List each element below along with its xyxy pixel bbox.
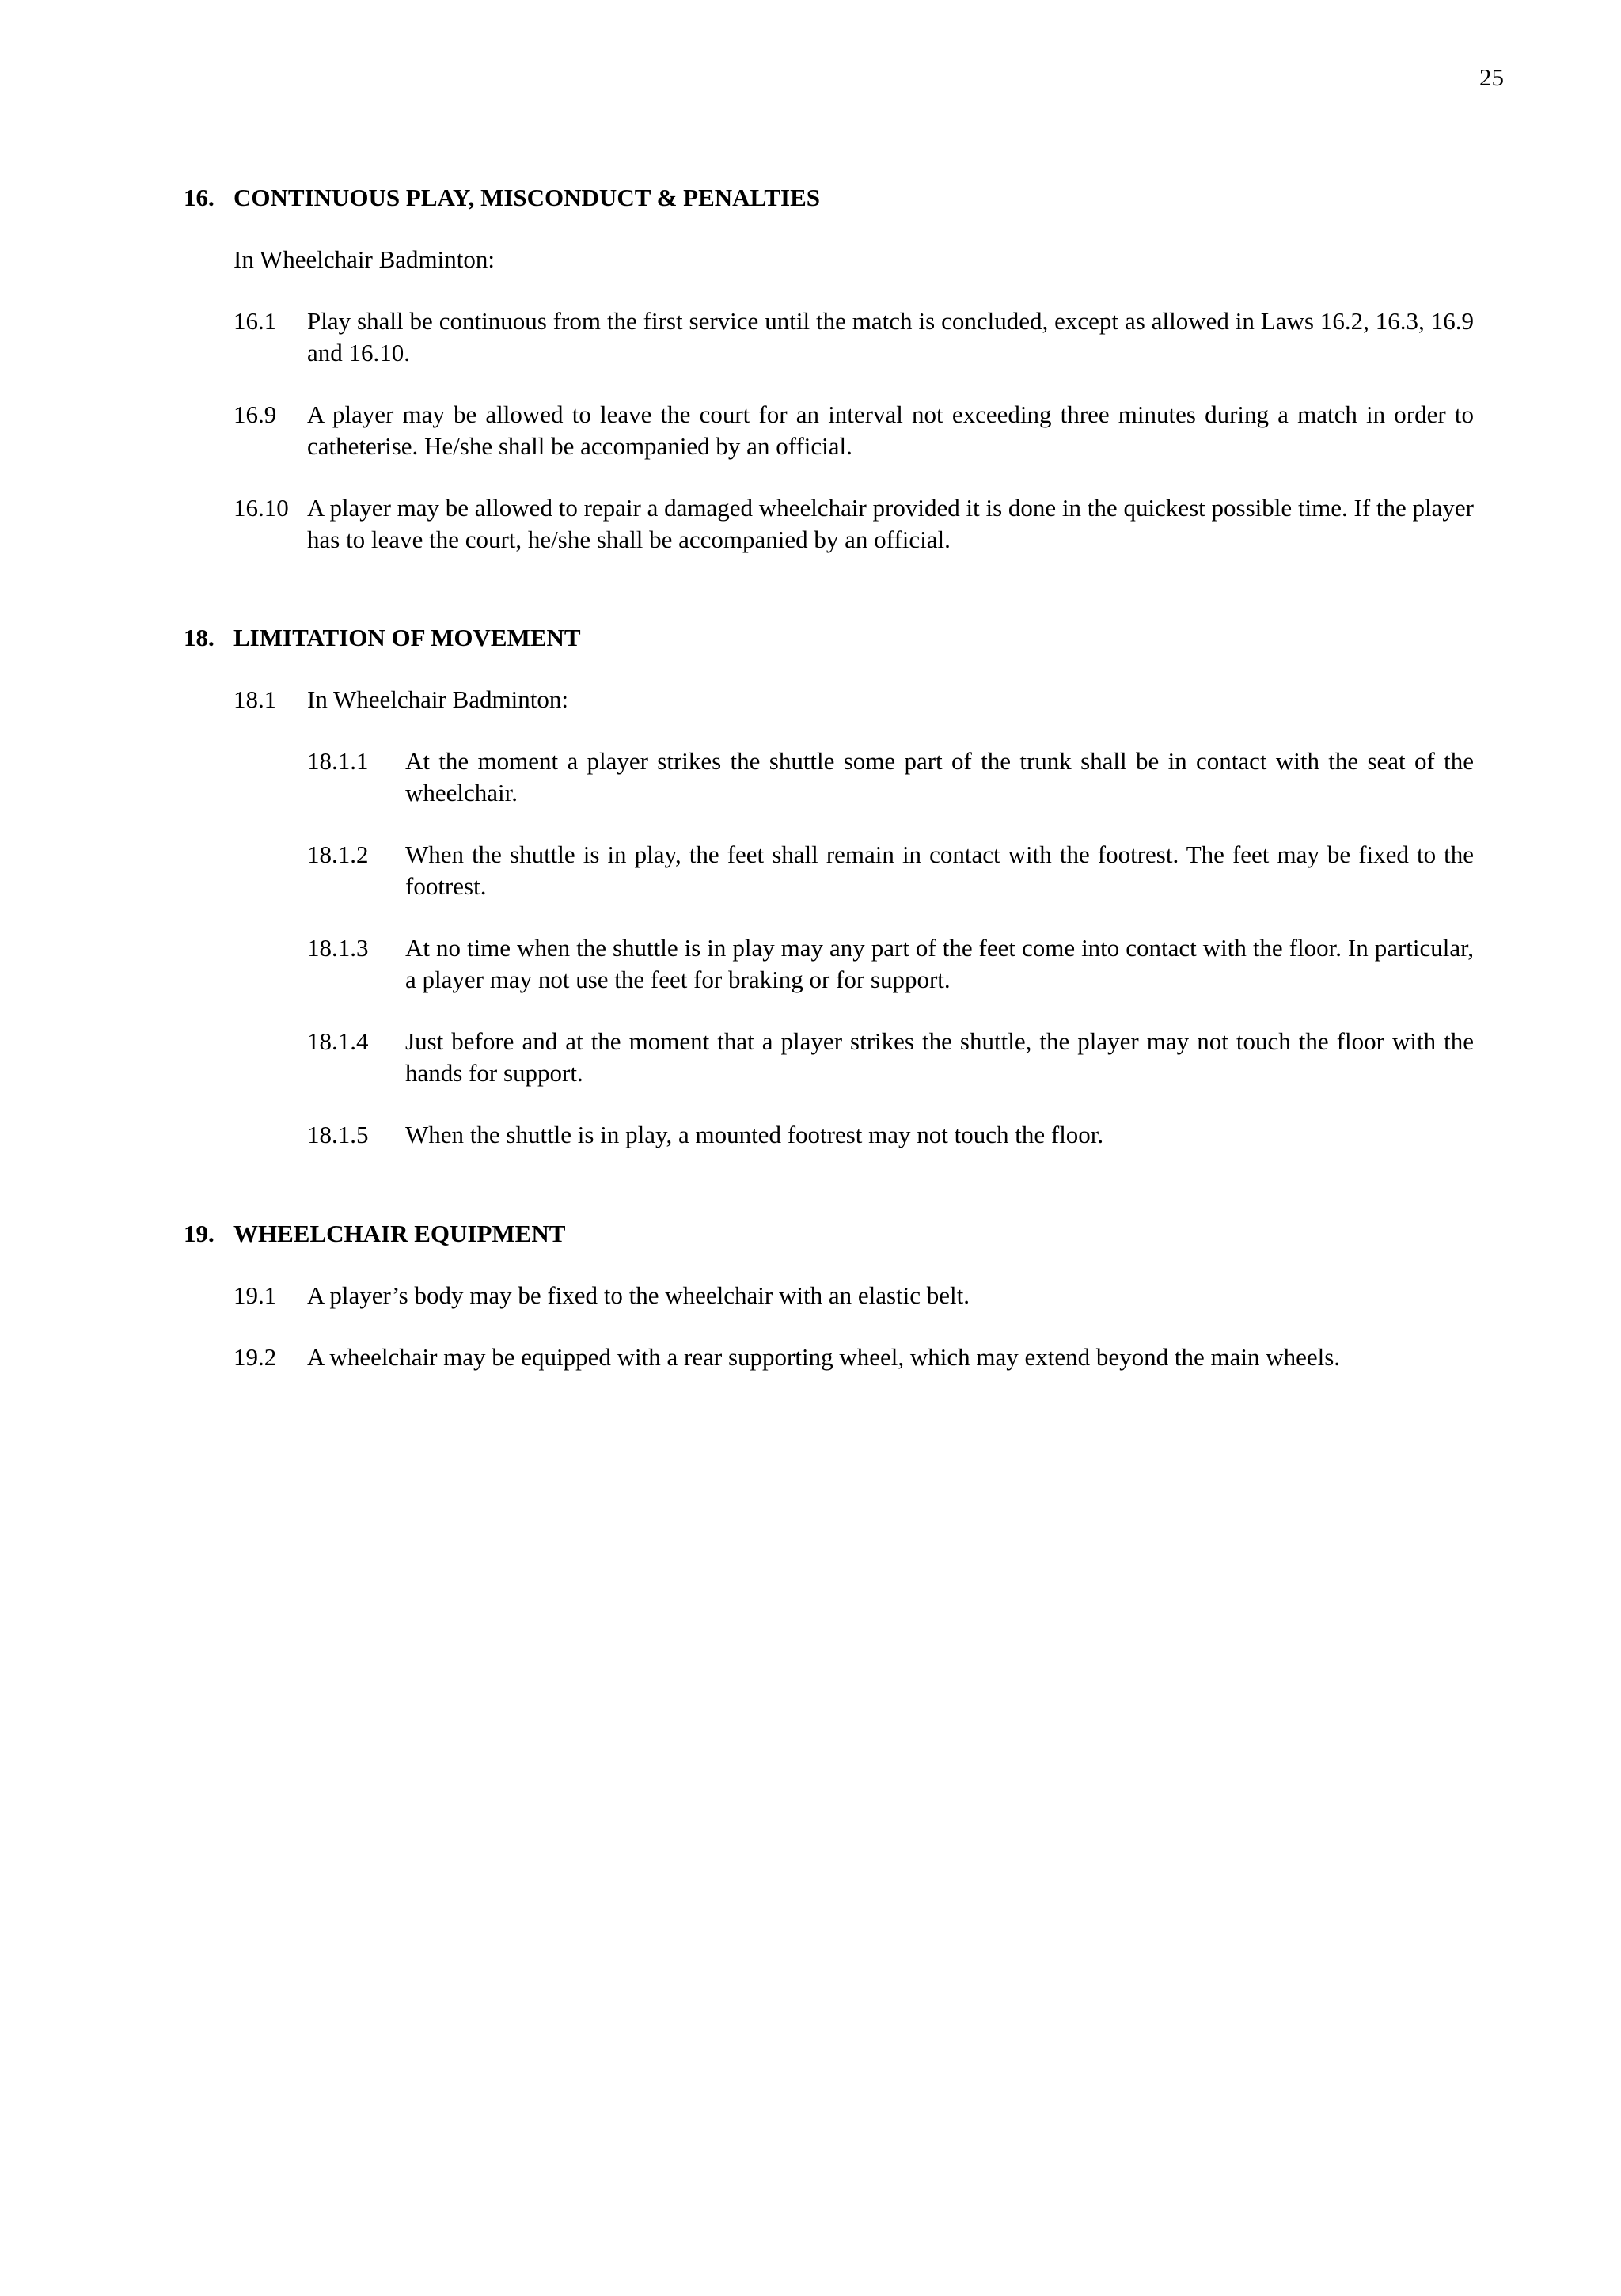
page-number: 25 [1479,63,1504,91]
section-intro: In Wheelchair Badminton: [233,245,495,273]
subclause-number: 18.1.5 [307,1121,369,1148]
clause-text: Play shall be continuous from the first service until the match is concluded, except as allowed in Laws 16.2, 16.3, 16.9 and 16.10. [307,307,1474,366]
section-18 [184,622,1474,1151]
subclause-text: At no time when the shuttle is in play may any part of the feet come into contact with the floor. In particular, a player may not use the feet for braking or for support. [405,934,1474,993]
clause-19-1 [233,1280,1474,1311]
clause-number: 18.1 [233,685,277,713]
section-19 [184,1218,1474,1373]
section-heading [184,1218,1474,1250]
section-number: 19. [184,1220,214,1247]
subclause-text: When the shuttle is in play, the feet shall remain in contact with the footrest. The feet may be fixed to the footrest. [405,841,1474,900]
clause-16-10 [233,492,1474,556]
section-heading [184,182,1474,214]
clause-16-1 [233,306,1474,369]
clause-number: 19.2 [233,1343,277,1371]
clause-text: A player’s body may be fixed to the wheelchair with an elastic belt. [307,1281,970,1309]
clause-18-1 [233,684,1474,715]
subclause-number: 18.1.1 [307,747,369,775]
section-heading [184,622,1474,654]
clause-text: A wheelchair may be equipped with a rear supporting wheel, which may extend beyond the main wheels. [307,1343,1341,1371]
clause-number: 19.1 [233,1281,277,1309]
clause-number: 16.1 [233,307,277,335]
clause-text: In Wheelchair Badminton: [307,685,568,713]
subclause-number: 18.1.4 [307,1027,369,1055]
subclause-18-1-4 [307,1026,1474,1089]
clause-number: 16.10 [233,494,289,522]
section-title: LIMITATION OF MOVEMENT [233,624,581,651]
subclause-number: 18.1.2 [307,841,369,868]
subclause-18-1-5 [307,1119,1474,1151]
clause-19-2 [233,1342,1474,1373]
subclause-18-1-3 [307,932,1474,996]
clause-text: A player may be allowed to repair a damaged wheelchair provided it is done in the quickest possible time. If the player has to leave the court, he/she shall be accompanied by an official. [307,494,1474,553]
subclause-18-1-2 [307,839,1474,902]
subclause-18-1-1 [307,746,1474,809]
subclause-text: At the moment a player strikes the shuttle some part of the trunk shall be in contact with the seat of the wheelchair. [405,747,1474,806]
clause-text: A player may be allowed to leave the court for an interval not exceeding three minutes during a match in order to catheterise. He/she shall be accompanied by an official. [307,400,1474,460]
section-number: 16. [184,184,214,211]
section-16 [184,182,1474,556]
subclause-number: 18.1.3 [307,934,369,962]
clause-16-9 [233,399,1474,462]
clause-number: 16.9 [233,400,277,428]
section-title: WHEELCHAIR EQUIPMENT [233,1220,566,1247]
section-number: 18. [184,624,214,651]
subclause-text: Just before and at the moment that a player strikes the shuttle, the player may not touch the floor with the hands for support. [405,1027,1474,1087]
subclause-text: When the shuttle is in play, a mounted footrest may not touch the floor. [405,1121,1104,1148]
section-title: CONTINUOUS PLAY, MISCONDUCT & PENALTIES [233,184,821,211]
